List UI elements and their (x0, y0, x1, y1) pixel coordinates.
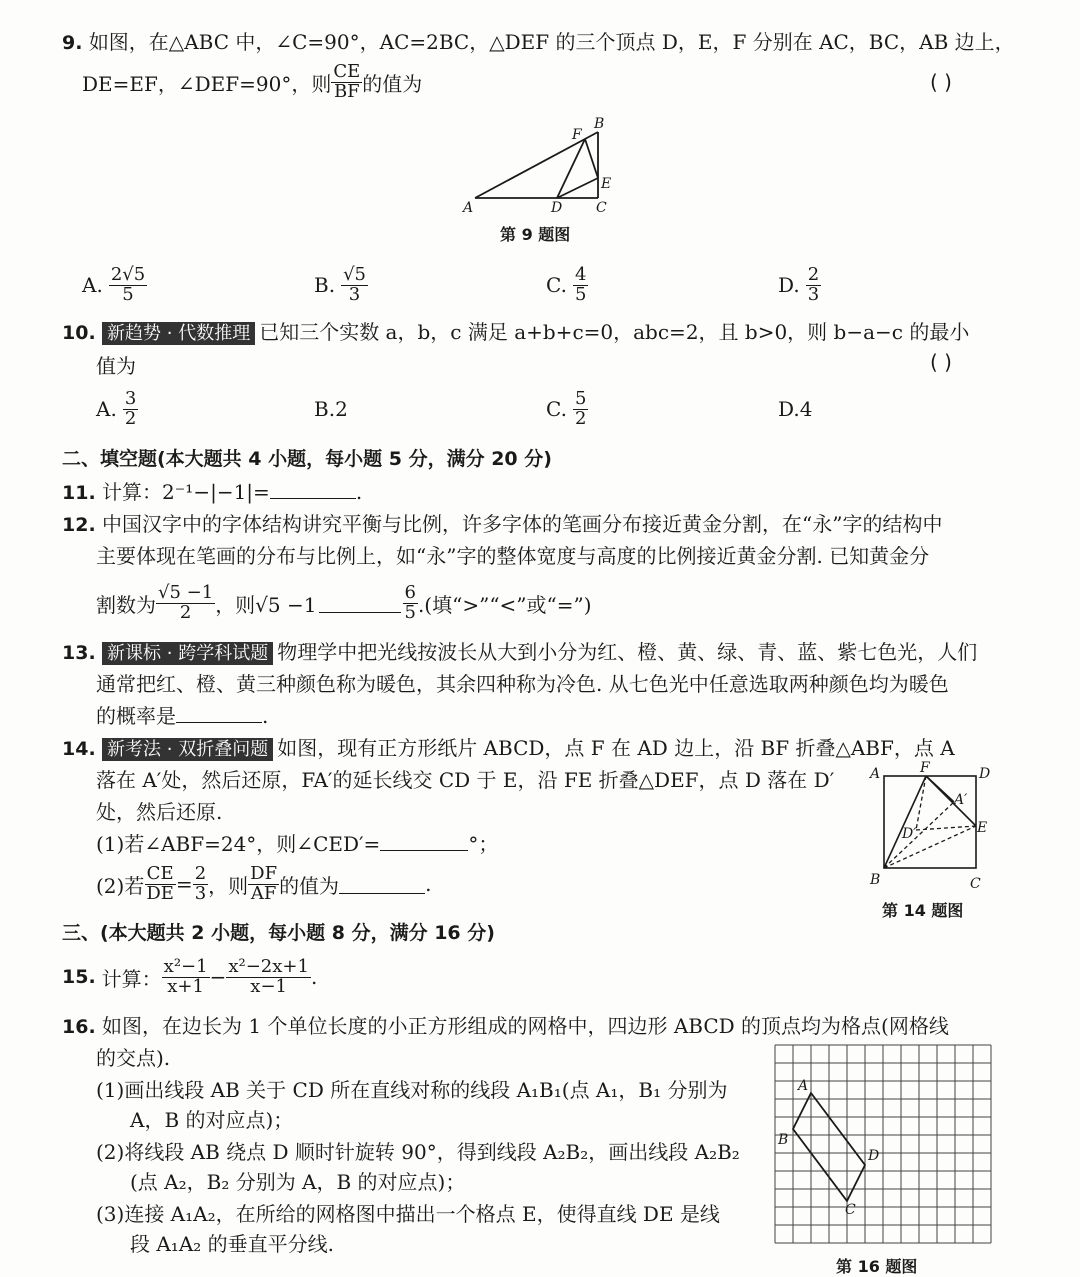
q16-point-c: C (845, 1202, 856, 1218)
q10-option-c[interactable] (546, 382, 588, 436)
q10-option-c-den: 2 (574, 407, 587, 429)
q11-period: . (355, 480, 363, 504)
q9-line2 (82, 60, 422, 104)
q14-fold-bf (884, 776, 926, 868)
q9-stem-line2: DE=EF，∠DEF=90°，则 (82, 71, 332, 96)
q16-grid-figure (770, 1040, 994, 1252)
q13-answer-blank[interactable] (176, 704, 262, 723)
q9-option-a-frac (109, 263, 147, 305)
q14-tag: 新考法 · 双折叠问题 (102, 738, 273, 761)
q9-option-b[interactable] (314, 258, 368, 312)
q15-frac1-num: x²−1 (163, 955, 208, 977)
q14-stem-line1: 如图，现有正方形纸片 ABCD，点 F 在 AD 边上，沿 BF 折叠△ABF，点 A (277, 736, 955, 760)
q15-line (62, 950, 317, 1004)
q9-option-c-letter: C. (546, 273, 567, 297)
q12-golden-den: 2 (179, 601, 192, 623)
q16-point-a: A (798, 1078, 809, 1094)
q9-option-a-den: 5 (122, 283, 134, 305)
q15-minus: − (209, 965, 227, 989)
q13-stem-line2: 通常把红、橙、黄三种颜色称为暖色，其余四种称为冷色. 从七色光中任意选取两种颜色均为暖色 (96, 672, 949, 696)
q16-sub1-line1: (1)画出线段 AB 关于 CD 所在直线对称的线段 A₁B₁(点 A₁，B₁ 分别为 (96, 1078, 728, 1102)
q14-sub2-frac1-den: DE (146, 882, 174, 904)
q14-sub2-post: 的值为 (279, 873, 340, 898)
q9-option-c-den: 5 (574, 283, 587, 305)
q9-stem-line2-end: 的值为 (362, 71, 423, 96)
q12-stem-line3-pre: 割数为 (96, 592, 156, 617)
q14-sub2-end: . (425, 872, 432, 896)
q14-point-b: B (870, 872, 881, 888)
q10-option-d-letter: D. (778, 397, 800, 421)
q12-compare-num: 6 (404, 581, 416, 603)
q12-answer-blank[interactable] (319, 594, 401, 613)
q10-tag: 新趋势 · 代数推理 (102, 322, 255, 345)
q10-option-c-frac (573, 387, 588, 429)
q14-sub2 (96, 858, 431, 910)
q14-point-f: F (920, 760, 930, 776)
q14-sub2-equals: = (175, 872, 193, 896)
q9-point-c: C (596, 200, 607, 216)
q14-sub1-blank[interactable] (380, 832, 468, 851)
section-3-heading: 三、(本大题共 2 小题，每小题 8 分，满分 16 分) (62, 922, 495, 944)
q12-number: 12. (62, 514, 96, 536)
q16-sub2-line1: (2)将线段 AB 绕点 D 顺时针旋转 90°，得到线段 A₂B₂，画出线段 A₂B₂ (96, 1140, 740, 1164)
q10-option-c-letter: C. (546, 397, 567, 421)
q14-sub1-text: (1)若∠ABF=24°，则∠CED′= (96, 832, 381, 856)
q14-sub2-frac2-num: 2 (194, 862, 207, 884)
q13-stem-line3: 的概率是 (96, 704, 176, 728)
q14-sub1 (96, 828, 498, 857)
q12-line3 (96, 576, 592, 630)
q10-option-d[interactable] (778, 382, 812, 436)
q10-option-c-num: 5 (574, 387, 587, 409)
q9-point-f: F (572, 127, 582, 143)
q9-option-b-frac (341, 263, 368, 305)
q9-fraction (331, 60, 362, 102)
q14-sub2-frac2 (193, 862, 208, 904)
q15-frac2-den: x−1 (250, 975, 287, 997)
q15-frac1-den: x+1 (167, 975, 204, 997)
q10-line1 (62, 316, 969, 345)
q9-figure-caption: 第 9 题图 (500, 225, 571, 244)
q15-frac2-num: x²−2x+1 (228, 955, 309, 977)
q9-frac-num: CE (333, 60, 361, 82)
q11-line (62, 476, 362, 505)
q16-figure-caption: 第 16 题图 (836, 1257, 918, 1276)
q10-option-b-value: 2 (335, 397, 348, 421)
q9-point-d: D (551, 200, 563, 216)
q12-stem-line3-post: .(填“>”“<”或“=”) (417, 592, 592, 617)
q13-period: . (262, 704, 269, 728)
q16-point-b: B (778, 1132, 789, 1148)
q14-point-d-prime: D′ (902, 826, 917, 842)
q13-line3 (96, 700, 268, 729)
q9-point-a: A (463, 200, 474, 216)
q12-golden-num: √5 −1 (158, 581, 214, 603)
q10-option-a-letter: A. (96, 397, 117, 421)
q12-stem-line1: 中国汉字中的字体结构讲究平衡与比例，许多字体的笔画分布接近黄金分割，在“永”字的结构中 (102, 512, 943, 536)
q9-option-c-frac (573, 263, 588, 305)
q9-option-a-num: 2√5 (110, 263, 146, 285)
q10-option-b[interactable] (314, 382, 348, 436)
q16-number: 16. (62, 1016, 96, 1038)
q14-point-a-prime: A′ (954, 792, 968, 808)
q14-seg-fa (926, 776, 954, 802)
q14-square (884, 776, 976, 868)
q10-option-a-den: 2 (124, 407, 137, 429)
q14-sub2-frac3-num: DF (250, 862, 278, 884)
q14-sub2-frac1 (144, 862, 176, 904)
q9-frac-den: BF (333, 80, 360, 102)
q10-option-a-frac (123, 387, 138, 429)
q16-line1 (62, 1010, 949, 1039)
q9-stem-line1: 如图，在△ABC 中，∠C=90°，AC=2BC，△DEF 的三个顶点 D，E，F 分别在 AC，BC，AB 边上， (88, 30, 1015, 54)
q14-figure (864, 758, 994, 896)
q13-line1 (62, 636, 977, 665)
q9-option-d-letter: D. (778, 273, 800, 297)
q14-point-c: C (970, 876, 981, 892)
q16-sub1-line2: A，B 的对应点)； (130, 1108, 294, 1132)
q14-dash-be (884, 826, 976, 868)
q16-sub3-line1: (3)连接 A₁A₂，在所给的网格图中描出一个格点 E，使得直线 DE 是线 (96, 1202, 720, 1226)
q9-option-b-num: √5 (343, 263, 366, 285)
q10-stem-line2: 值为 (96, 354, 136, 378)
q16-stem-line2: 的交点). (96, 1046, 171, 1070)
q14-sub2-frac3-den: AF (250, 882, 277, 904)
q9-line1 (62, 26, 1015, 55)
q16-point-d: D (868, 1148, 880, 1164)
q10-stem-line1: 已知三个实数 a，b，c 满足 a+b+c=0，abc=2，且 b>0，则 b−a−c 的最小 (259, 320, 970, 344)
q15-period: . (310, 965, 318, 989)
q14-point-e: E (977, 820, 988, 836)
q9-seg-de (557, 178, 598, 198)
q11-stem: 计算：2⁻¹−|−1|= (102, 480, 270, 504)
q16-sub3-line2: 段 A₁A₂ 的垂直平分线. (130, 1232, 334, 1256)
q9-option-d[interactable] (778, 258, 821, 312)
q9-option-a[interactable] (82, 258, 147, 312)
q14-line1 (62, 732, 955, 761)
q9-option-d-num: 2 (807, 263, 820, 285)
q9-option-c[interactable] (546, 258, 588, 312)
q9-option-c-num: 4 (574, 263, 587, 285)
q11-number: 11. (62, 482, 96, 504)
q12-golden-fraction (156, 581, 215, 623)
q16-sub2-line2: (点 A₂，B₂ 分别为 A，B 的对应点)； (130, 1170, 466, 1194)
q14-stem-line3: 处，然后还原. (96, 800, 223, 824)
q9-point-b: B (594, 116, 605, 132)
q9-option-b-den: 3 (348, 283, 361, 305)
q14-sub2-mid: ，则 (208, 873, 249, 898)
q14-sub2-frac3 (248, 862, 279, 904)
q10-number: 10. (62, 322, 96, 344)
q9-option-d-frac (806, 263, 821, 305)
q10-options (96, 382, 996, 436)
q12-compare-den: 5 (404, 601, 416, 623)
q10-option-b-letter: B. (314, 397, 336, 421)
q9-option-a-letter: A. (82, 273, 103, 297)
q13-stem-line1: 物理学中把光线按波长从大到小分为红、橙、黄、绿、青、蓝、紫七色光，人们 (277, 640, 978, 664)
q10-option-a-num: 3 (124, 387, 137, 409)
q14-dash-fd (916, 776, 926, 830)
q12-line1 (62, 508, 942, 537)
section-2-heading: 二、填空题(本大题共 4 小题，每小题 5 分，满分 20 分) (62, 448, 552, 470)
q14-sub2-frac2-den: 3 (194, 882, 207, 904)
q15-number: 15. (62, 966, 96, 988)
q9-seg-ef (585, 139, 598, 178)
q9-answer-paren: ( ) (930, 70, 952, 94)
q10-option-a[interactable] (96, 382, 138, 436)
q9-point-e: E (601, 176, 612, 192)
q14-number: 14. (62, 738, 96, 760)
q13-tag: 新课标 · 跨学科试题 (102, 642, 273, 665)
q14-sub2-pre: (2)若 (96, 873, 145, 898)
q14-sub1-end: °； (468, 832, 499, 856)
q10-answer-paren: ( ) (930, 350, 952, 374)
q15-frac1 (162, 955, 210, 997)
q14-figure-caption: 第 14 题图 (882, 901, 964, 920)
q14-sub2-frac1-num: CE (146, 862, 174, 884)
q9-option-b-letter: B. (314, 273, 336, 297)
q15-stem: 计算： (101, 966, 162, 991)
q15-frac2 (226, 955, 311, 997)
q14-stem-line2: 落在 A′处，然后还原，FA′的延长线交 CD 于 E，沿 FE 折叠△DEF，点 D 落在 D′ (96, 768, 835, 792)
q9-option-d-den: 3 (807, 283, 820, 305)
q9-seg-df (557, 139, 585, 198)
q9-figure (455, 112, 625, 217)
q16-stem-line1: 如图，在边长为 1 个单位长度的小正方形组成的网格中，四边形 ABCD 的顶点均为格点(网格线 (102, 1014, 949, 1038)
q9-number: 9. (62, 32, 83, 54)
q14-point-d: D (979, 766, 991, 782)
q10-option-d-value: 4 (799, 397, 813, 421)
q13-number: 13. (62, 642, 96, 664)
q14-sub2-blank[interactable] (339, 875, 425, 894)
q9-options (82, 258, 982, 312)
q12-stem-line3-mid: ，则√5 −1 (215, 592, 317, 617)
q14-point-a: A (870, 766, 881, 782)
q11-answer-blank[interactable] (270, 480, 356, 499)
q12-stem-line2: 主要体现在笔画的分布与比例上，如“永”字的整体宽度与高度的比例接近黄金分割. 已知黄金分 (96, 544, 930, 568)
q12-compare-fraction (403, 581, 418, 623)
